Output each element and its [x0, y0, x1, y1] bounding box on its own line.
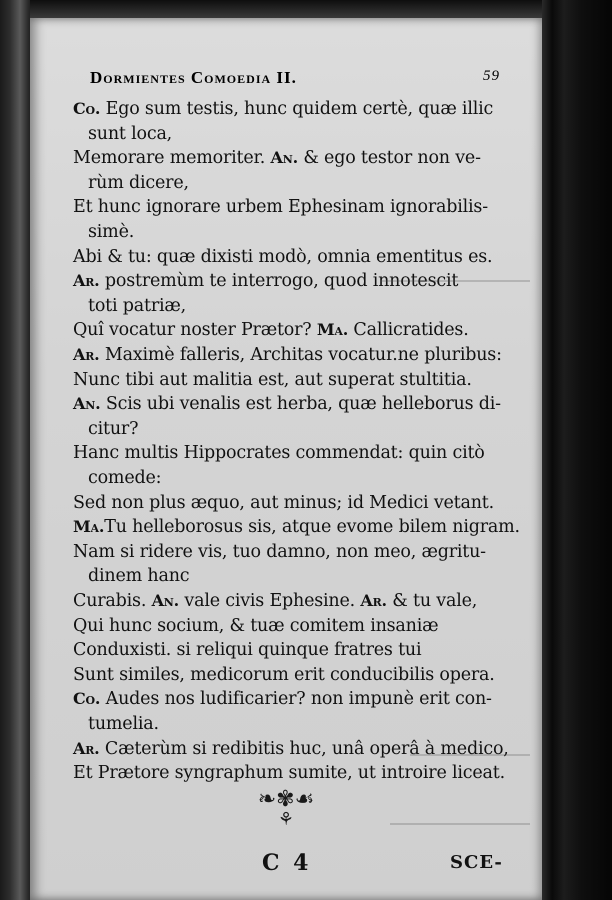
text-line [88, 295, 186, 317]
text-line [73, 246, 492, 268]
speaker-label: Co. [73, 689, 101, 709]
text-line [73, 516, 520, 538]
line-text: rùm dicere, [88, 172, 189, 193]
page-fore-edge [542, 0, 612, 900]
text-line [73, 344, 502, 366]
book-page [30, 18, 542, 900]
line-text: Memorare memoriter. [73, 148, 271, 169]
line-text: Curabis. [73, 591, 152, 611]
text-line [88, 713, 159, 735]
speaker-label: Ar. [73, 738, 100, 758]
line-text: vale civis Ephesine. [179, 591, 361, 611]
line-text: toti patriæ, [88, 295, 187, 316]
text-line [73, 147, 481, 169]
text-line [73, 442, 485, 464]
line-text: Quî vocatur noster Prætor? [73, 320, 317, 341]
text-line [73, 369, 472, 391]
line-text: Nunc tibi aut malitia est, aut superat stultitia. [73, 369, 472, 390]
line-text: Conduxisti. si reliqui quinque fratres tui [73, 640, 422, 661]
line-text: citur? [88, 418, 139, 439]
speaker-label: Co. [73, 99, 101, 118]
line-text: Abi & tu: quæ dixisti modò, omnia ementitus es. [73, 246, 493, 267]
speaker-label: An. [270, 148, 298, 168]
line-text: comede: [88, 468, 162, 488]
line-text: Audes nos ludificarier? non impunè erit con- [100, 689, 492, 710]
speaker-label: An. [73, 394, 101, 414]
line-text: Tu helleborosus sis, atque evome bilem nigram. [104, 517, 520, 538]
line-text: Hanc multis Hippocrates commendat: quin citò [73, 443, 485, 464]
text-line [88, 123, 172, 145]
text-line [88, 172, 189, 194]
line-text: simè. [88, 222, 135, 242]
line-text: postremùm te interrogo, quod innotescit [99, 271, 459, 292]
text-line [73, 615, 438, 637]
line-text: & ego testor non ve- [297, 148, 481, 169]
text-line [88, 418, 138, 440]
text-line [73, 639, 421, 661]
page-number: 59 [483, 68, 500, 84]
line-text: Callicratides. [348, 320, 469, 341]
running-title: Dormientes Comoedia II. [90, 68, 297, 87]
line-text: Scis ubi venalis est herba, quæ helleborus di- [100, 394, 501, 415]
text-line [73, 196, 488, 218]
text-line [88, 221, 134, 243]
line-text: Ego sum testis, hunc quidem certè, quæ illic [100, 99, 494, 119]
text-line [73, 738, 509, 760]
text-line [73, 492, 494, 514]
line-text: Maximè falleris, Architas vocatur.ne pluribus: [99, 345, 502, 365]
line-text: tumelia. [88, 714, 159, 734]
speaker-label: Ar. [73, 345, 100, 364]
speaker-label: Ar. [360, 591, 387, 610]
speaker-label: An. [151, 591, 180, 610]
text-line [73, 590, 477, 612]
text-line [73, 762, 505, 784]
text-line [88, 467, 161, 489]
text-line [88, 565, 189, 587]
text-line [73, 319, 469, 341]
speaker-label: Ar. [73, 271, 100, 291]
line-text: dinem hanc [88, 566, 190, 587]
show-through-mark [380, 280, 530, 282]
line-text: Sed non plus æquo, aut minus; id Medici vetant. [73, 492, 494, 513]
floral-tailpiece-ornament-icon: ❧✾☙ ⚘ [257, 786, 315, 829]
text-line [73, 98, 493, 120]
line-text: Sunt similes, medicorum erit conducibilis opera. [73, 664, 495, 685]
text-line [73, 541, 486, 563]
speaker-label: Ma. [316, 320, 349, 340]
line-text: sunt loca, [88, 123, 173, 144]
page-top-edge [30, 0, 550, 18]
running-header [90, 68, 500, 94]
text-line [73, 688, 492, 710]
line-text: Nam si ridere vis, tuo damno, non meo, ægritu- [73, 541, 486, 562]
line-text: & tu vale, [386, 591, 478, 611]
line-text: Qui hunc socium, & tuæ comitem insaniæ [73, 615, 439, 636]
line-text: Et Prætore syngraphum sumite, ut introire liceat. [73, 763, 505, 784]
show-through-mark [410, 754, 530, 756]
catchword: SCE- [450, 852, 503, 873]
signature-mark: C 4 [262, 850, 312, 876]
text-line [73, 393, 501, 415]
speaker-label: Ma. [73, 517, 105, 537]
text-line [73, 664, 495, 686]
line-text: Cæterùm si redibitis huc, unâ operâ à medico, [99, 738, 509, 759]
line-text: Et hunc ignorare urbem Ephesinam ignorabilis- [73, 197, 488, 218]
